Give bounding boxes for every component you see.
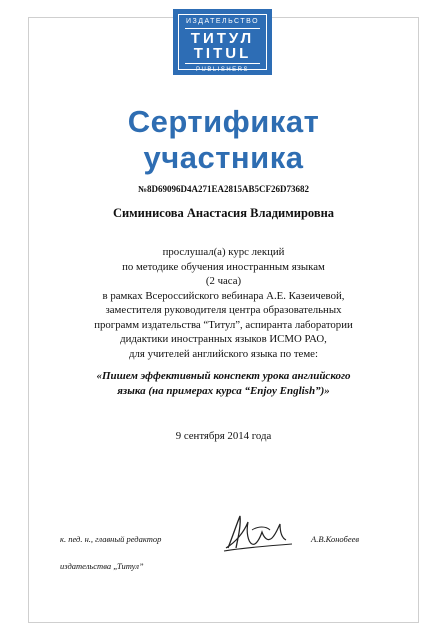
body-line: (2 часа) [205,275,242,287]
lecture-topic [40,369,407,398]
topic-line: «Пишем эффективный конспект урока английского [96,370,351,382]
signatory-role-line2: издательства „Титул” [60,561,144,571]
handwritten-signature [222,508,294,554]
body-line: программ издательства “Титул”, аспиранта лаборатории [94,318,353,331]
body-line: заместителя руководителя центра образовательных [105,304,342,316]
titul-logo [173,9,272,75]
certificate-date: 9 сентября 2014 года [175,430,272,442]
certificate-body [40,245,407,361]
logo-frame [178,14,267,73]
topic-line: языка (на примерах курса “Enjoy English”)» [117,384,330,397]
signatory-name: А.В.Конобеев [311,534,360,544]
body-line: в рамках Всероссийского вебинара А.Е. Казеичевой, [102,289,345,302]
body-line: по методике обучения иностранным языкам [122,260,325,273]
logo-line-latin: TITUL [193,45,252,62]
certificate-title-line2: участника [143,140,304,175]
participant-name: Симинисова Анастасия Владимировна [112,206,335,220]
certificate-title-line1: Сертификат [127,104,320,139]
logo-top-text: ИЗДАТЕЛЬСТВО [185,18,260,25]
logo-bottom-text: PUBLISHERS [195,67,249,73]
body-line: прослушал(а) курс лекций [162,246,285,258]
signatory-role-line1: к. пед. н., главный редактор [60,534,162,544]
logo-divider [185,28,260,29]
certificate-number: №8D69096D4A271EA2815AB5CF26D73682 [137,184,310,194]
logo-line-cyrillic: ТИТУЛ [190,30,255,47]
logo-divider [185,63,260,64]
body-line: для учителей английского языка по теме: [129,347,318,360]
body-line: дидактики иностранных языков ИСМО РАО, [120,333,327,345]
